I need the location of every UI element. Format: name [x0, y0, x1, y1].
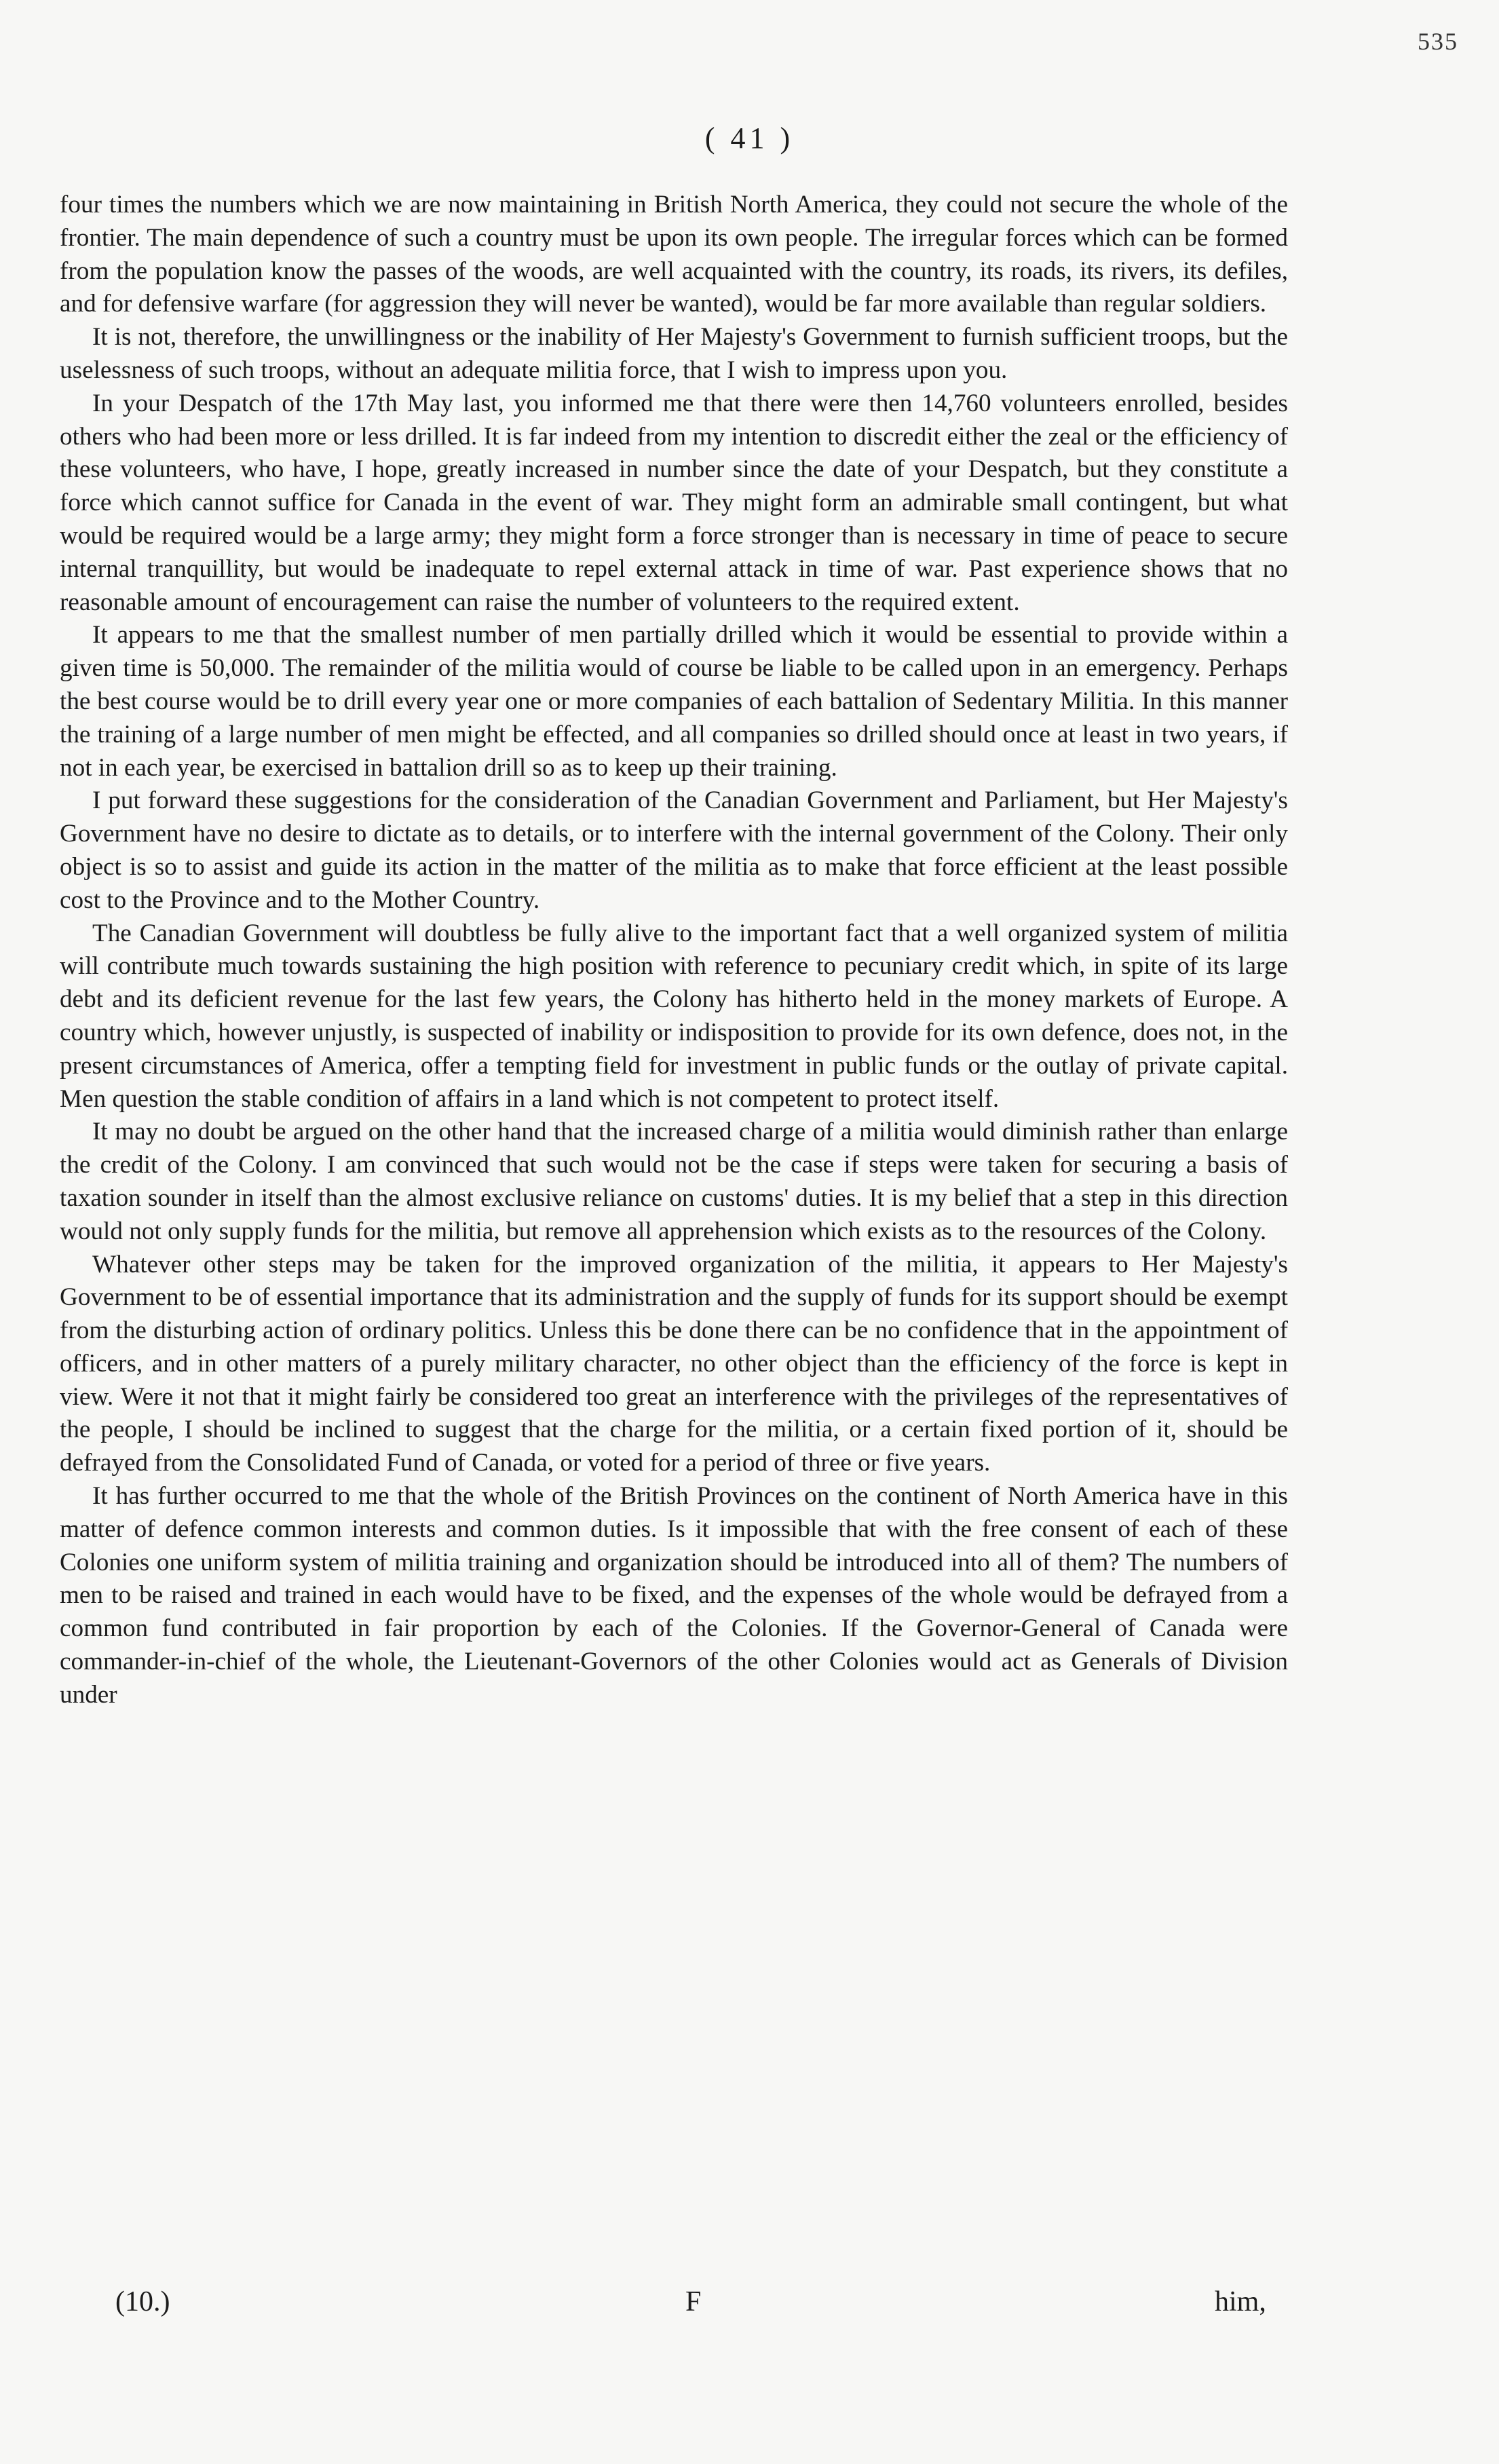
paragraph-2: It is not, therefore, the unwillingness or the inability of Her Majesty's Government to furnish sufficient troops, but the uselessness of such troops, without an adequate militia force, that I wish to impress upon you. [60, 323, 1288, 384]
paragraph-3: In your Despatch of the 17th May last, you informed me that there were then 14,760 volunteers enrolled, besides others who had been more or less drilled. It is far indeed from my intention to discredit either the zeal or the efficiency of these volunteers, who have, I hope, greatly increased in number since the date of your Despatch, but they constitute a force which cannot suffice for Canada in the event of war. They might form an admirable small contingent, but what would be required would be a large army; they might form a force stronger than is necessary in time of peace to secure internal tranquillity, but would be inadequate to repel external attack in time of war. Past experience shows that no reasonable amount of encouragement can raise the number of volunteers to the required extent. [60, 389, 1288, 616]
paragraph-1: four times the numbers which we are now maintaining in British North America, they could not secure the whole of the frontier. The main dependence of such a country must be upon its own people. The irregular forces which can be formed from the population know the passes of the woods, are well acquainted with the country, its roads, its rivers, its defiles, and for defensive warfare (for aggression they will never be wanted), would be far more available than regular soldiers. [60, 191, 1288, 318]
folio-mark: 535 [1418, 28, 1458, 55]
signature-letter: F [685, 2286, 702, 2317]
page-footer [0, 2286, 1499, 2326]
paragraph-4: It appears to me that the smallest number of men partially drilled which it would be essential to provide within a given time is 50,000. The remainder of the militia would of course be liable to be called upon in an emergency. Perhaps the best course would be to drill every year one or more companies of each battalion of Sedentary Militia. In this manner the training of a large number of men might be effected, and all companies so drilled should once at least in two years, if not in each year, be exercised in battalion drill so as to keep up their training. [60, 621, 1288, 782]
paragraph-7: It may no doubt be argued on the other hand that the increased charge of a militia would diminish rather than enlarge the credit of the Colony. I am convinced that such would not be the case if steps were taken for securing a basis of taxation sounder in itself than the almost exclusive reliance on customs' duties. It is my belief that a step in this direction would not only supply funds for the militia, but remove all apprehension which exists as to the resources of the Colony. [60, 1118, 1288, 1245]
paragraph-6: The Canadian Government will doubtless be fully alive to the important fact that a well organized system of militia will contribute much towards sustaining the high position with reference to pecuniary credit which, in spite of its large debt and its deficient revenue for the last few years, the Colony has hitherto held in the money markets of Europe. A country which, however unjustly, is suspected of inability or indisposition to provide for its own defence, does not, in the present circumstances of America, offer a tempting field for investment in public funds or the outlay of private capital. Men question the stable condition of affairs in a land which is not competent to protect itself. [60, 919, 1288, 1113]
page-number: ( 41 ) [704, 121, 795, 155]
body-text [60, 189, 1288, 1712]
paragraph-9: It has further occurred to me that the whole of the British Provinces on the continent of North America have in this matter of defence common interests and common duties. Is it impossible that with the free consent of each of these Colonies one uniform system of militia training and organization should be introduced into all of them? The numbers of men to be raised and trained in each would have to be fixed, and the expenses of the whole would be defrayed from a common fund contributed in fair proportion by each of the Colonies. If the Governor-General of Canada were commander-in-chief of the whole, the Lieutenant-Governors of the other Colonies would act as Generals of Division under [60, 1482, 1288, 1709]
catchword: him, [1215, 2286, 1266, 2317]
signature-mark: (10.) [115, 2286, 170, 2317]
paragraph-8: Whatever other steps may be taken for the improved organization of the militia, it appears to Her Majesty's Government to be of essential importance that its administration and the supply of funds for its support should be exempt from the disturbing action of ordinary politics. Unless this be done there can be no confidence that in the appointment of officers, and in other matters of a purely military character, no other object than the efficiency of the force is kept in view. Were it not that it might fairly be considered too great an interference with the privileges of the representatives of the people, I should be inclined to suggest that the charge for the militia, or a certain fixed portion of it, should be defrayed from the Consolidated Fund of Canada, or voted for a period of three or five years. [60, 1250, 1288, 1477]
paragraph-5: I put forward these suggestions for the consideration of the Canadian Government and Parliament, but Her Majesty's Government have no desire to dictate as to details, or to interfere with the internal government of the Colony. Their only object is so to assist and guide its action in the matter of the militia as to make that force efficient at the least possible cost to the Province and to the Mother Country. [60, 786, 1288, 914]
